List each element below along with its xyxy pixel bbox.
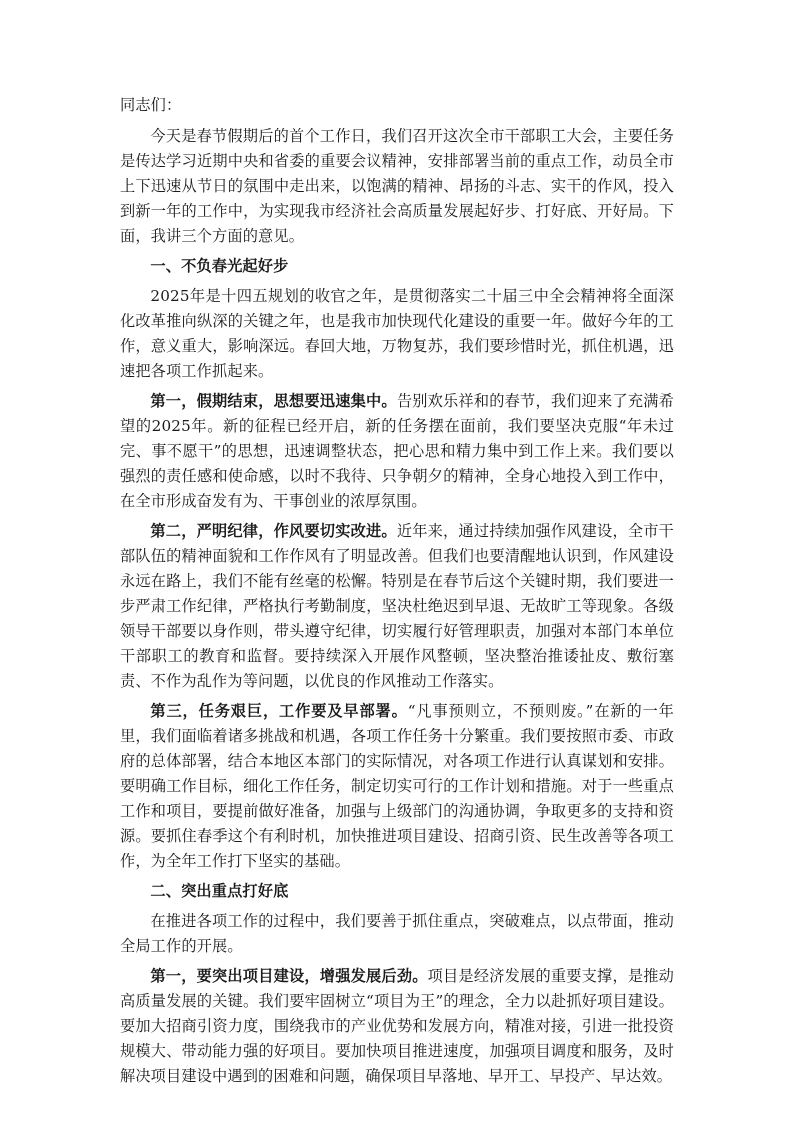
paragraph-text: “凡事预则立，不预则废。”在新的一年里，我们面临着诸多挑战和机遇，各项工作任务十分繁重。我们要按照市委、市政府的总体部署，结合本地区本部门的实际情况，对各项工作进行认真谋划和安排。要明确工作目标，细化工作任务，制定切实可行的工作计划和措施。对于一些重点工作和项目，要提前做好准备，加强与上级部门的沟通协调，争取更多的支持和资源。要抓住春季这个有利时机，加快推进项目建设、招商引资、民生改善等各项工作，为全年工作打下坚实的基础。 xyxy=(120,702,674,870)
paragraph-lead: 第一，假期结束，思想要迅速集中。 xyxy=(150,392,397,410)
paragraph-text: 告别欢乐祥和的春节，我们迎来了充满希望的2025年。新的征程已经开启，新的任务摆在面前，我们要坚决克服“年未过完、事不愿干”的思想，迅速调整状态，把心思和精力集中到工作上来。我们要以强烈的责任感和使命感，以时不我待、只争朝夕的精神，全身心地投入到工作中，在全市形成奋发有为、干事创业的浓厚氛围。 xyxy=(120,392,674,510)
section-intro-paragraph: 2025年是十四五规划的收官之年，是贯彻落实二十届三中全会精神将全面深化改革推向纵深的关键之年，也是我市加快现代化建设的重要一年。做好今年的工作，意义重大，影响深远。春回大地，万物复苏，我们要珍惜时光，抓住机遇，迅速把各项工作抓起来。 xyxy=(120,287,674,380)
section-heading: 一、不负春光起好步 xyxy=(150,257,289,275)
paragraph-text: 项目是经济发展的重要支撑，是推动高质量发展的关键。我们要牢固树立“项目为王”的理念，全力以赴抓好项目建设。要加大招商引资力度，围绕我市的产业优势和发展方向，精准对接，引进一批投资规模大、带动能力强的好项目。要加快项目推进速度，加强项目调度和服务，及时解决项目建设中遇到的困难和问题，确保项目早落地、早开工、早投产、早达效。 xyxy=(120,967,674,1085)
intro-paragraph: 今天是春节假期后的首个工作日，我们召开这次全市干部职工大会，主要任务是传达学习近期中央和省委的重要会议精神，安排部署当前的重点工作，动员全市上下迅速从节日的氛围中走出来，以饱满的精神、昂扬的斗志、实干的作风，投入到新一年的工作中，为实现我市经济社会高质量发展起好步、打好底、开好局。下面，我讲三个方面的意见。 xyxy=(120,127,674,245)
document-body xyxy=(120,93,674,1094)
body-paragraph xyxy=(120,964,674,1089)
paragraph-lead: 第一，要突出项目建设，增强发展后劲。 xyxy=(150,967,428,985)
paragraph-lead: 第三，任务艰巨，工作要及早部署。 xyxy=(150,702,408,720)
section-intro-paragraph: 在推进各项工作的过程中，我们要善于抓住重点，突破难点，以点带面，推动全局工作的开展。 xyxy=(120,912,674,955)
paragraph-text: 近年来，通过持续加强作风建设，全市干部队伍的精神面貌和工作作风有了明显改善。但我们也要清醒地认识到，作风建设永远在路上，我们不能有丝毫的松懈。特别是在春节后这个关键时期，我们要进一步严肃工作纪律，严格执行考勤制度，坚决杜绝迟到早退、无故旷工等现象。各级领导干部要以身作则，带头遵守纪律，切实履行好管理职责，加强对本部门本单位干部职工的教育和监督。要持续深入开展作风整顿，坚决整治推诿扯皮、敷衍塞责、不作为乱作为等问题，以优良的作风推动工作落实。 xyxy=(120,522,674,690)
body-paragraph xyxy=(120,519,674,694)
body-paragraph xyxy=(120,699,674,874)
salutation: 同志们： xyxy=(120,96,182,114)
section-heading: 二、突出重点打好底 xyxy=(150,882,289,900)
body-paragraph xyxy=(120,389,674,514)
paragraph-lead: 第二，严明纪律，作风要切实改进。 xyxy=(150,522,397,540)
